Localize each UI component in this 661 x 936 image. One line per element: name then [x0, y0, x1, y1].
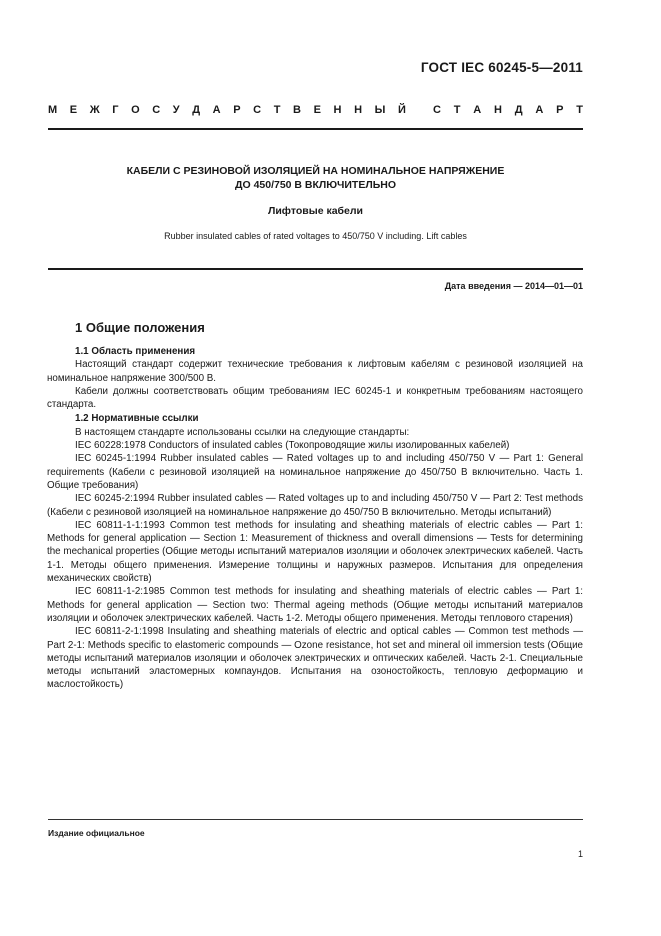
letter: С: [152, 104, 161, 116]
letter: Ы: [374, 104, 386, 116]
subsection-heading: 1.2 Нормативные ссылки: [75, 413, 199, 425]
footer-divider: [48, 819, 583, 820]
interstate-standard-heading: [48, 104, 583, 116]
paragraph: Кабели должны соответствовать общим требованиям IEC 60245-1 и конкретным требованиям настоящего стандарта.: [47, 385, 583, 411]
header-divider: [48, 128, 583, 130]
reference-item: IEC 60811-1-1:1993 Common test methods for insulating and sheathing materials of electric cables — Part 1: Methods for general application — Section 1: Measurement of thickness and overall dimensions — Tests for determining the mechanical properties (Общие методы испытаний материалов изоляции и оболочек электрических кабелей. Часть 1-1. Методы общего применения. Измерение толщины и наружных размеров. Испытания для определения механических свойств): [47, 519, 583, 585]
standard-title: [48, 164, 583, 192]
reference-item: IEC 60245-1:1994 Rubber insulated cables — Rated voltages up to and including 450/750 V — Part 1: General requirements (Кабели с резиновой изоляцией на номинальное напряжение до 450/750 В включительно. Часть 1. Общие требования): [47, 453, 583, 491]
letter: Р: [233, 104, 241, 116]
introduction-date: Дата введения — 2014—01—01: [444, 281, 583, 291]
document-code: ГОСТ IEC 60245-5—2011: [420, 60, 583, 75]
letter: Г: [112, 104, 119, 116]
letter: У: [172, 104, 180, 116]
letter: А: [212, 104, 221, 116]
letter: Т: [576, 104, 583, 116]
standard-subtitle: Лифтовые кабели: [267, 205, 363, 217]
page-number: 1: [577, 849, 583, 859]
letter: Е: [313, 104, 321, 116]
subsection-heading: 1.1 Область применения: [75, 346, 196, 357]
letter: С: [433, 104, 441, 116]
section-heading: 1 Общие положения: [75, 320, 205, 335]
standard-word: [433, 104, 583, 116]
letter: Й: [397, 104, 406, 116]
letter: Н: [493, 104, 502, 116]
letter: Д: [514, 104, 523, 116]
edition-note: Издание официальное: [48, 828, 145, 838]
letter: А: [535, 104, 544, 116]
reference-item: IEC 60811-2-1:1998 Insulating and sheathing materials of electric and optical cables — Common test methods — Part 2-1: Methods specific to elastomeric compounds — Ozone resistance, hot set and mineral oil immersion tests (Общие методы испытаний материалов изоляции и оболочек электрических и оптических кабелей. Часть 2-1. Специальные методы испытаний эластомерных компаундов. Испытания на озоностойкость, тепловую деформацию и маслостойкость): [47, 626, 583, 691]
letter: Д: [192, 104, 201, 116]
letter: Е: [69, 104, 78, 116]
paragraph: Настоящий стандарт содержит технические требования к лифтовым кабелям с резиновой изоляцией на номинальное напряжение 300/500 В.: [47, 359, 583, 384]
interstate-word: [48, 104, 406, 116]
letter: М: [48, 104, 58, 116]
section-body: [47, 344, 583, 692]
letter: А: [473, 104, 482, 116]
reference-item: IEC 60228:1978 Conductors of insulated cables (Токопроводящие жилы изолированных кабелей): [75, 440, 510, 452]
letter: О: [131, 104, 140, 116]
paragraph: В настоящем стандарте использованы ссылки на следующие стандарты:: [75, 426, 410, 438]
letter: Т: [273, 104, 281, 116]
title-line: КАБЕЛИ С РЕЗИНОВОЙ ИЗОЛЯЦИЕЙ НА НОМИНАЛЬНОЕ НАПРЯЖЕНИЕ: [126, 165, 505, 177]
title-line: ДО 450/750 В ВКЛЮЧИТЕЛЬНО: [235, 179, 396, 191]
english-title: Rubber insulated cables of rated voltages to 450/750 V including. Lift cables: [164, 231, 467, 241]
letter: Т: [453, 104, 461, 116]
letter: В: [293, 104, 301, 116]
letter: Н: [354, 104, 363, 116]
title-divider: [48, 268, 583, 270]
letter: С: [253, 104, 262, 116]
letter: Р: [556, 104, 564, 116]
reference-item: IEC 60245-2:1994 Rubber insulated cables — Rated voltages up to and including 450/750 V — Part 2: Test methods (Кабели с резиновой изоляцией на номинальное напряжение до 450/750 В включительно. Методы испытаний): [47, 493, 583, 518]
letter: Ж: [89, 104, 100, 116]
reference-item: IEC 60811-1-2:1985 Common test methods for insulating and sheathing materials of electric cables — Part 1: Methods for general application — Section two: Thermal ageing methods (Общие методы испытаний материалов изоляции и оболочек электрических кабелей. Часть 1-2. Методы общего применения. Методы теплового старения): [47, 586, 583, 624]
letter: Н: [333, 104, 342, 116]
